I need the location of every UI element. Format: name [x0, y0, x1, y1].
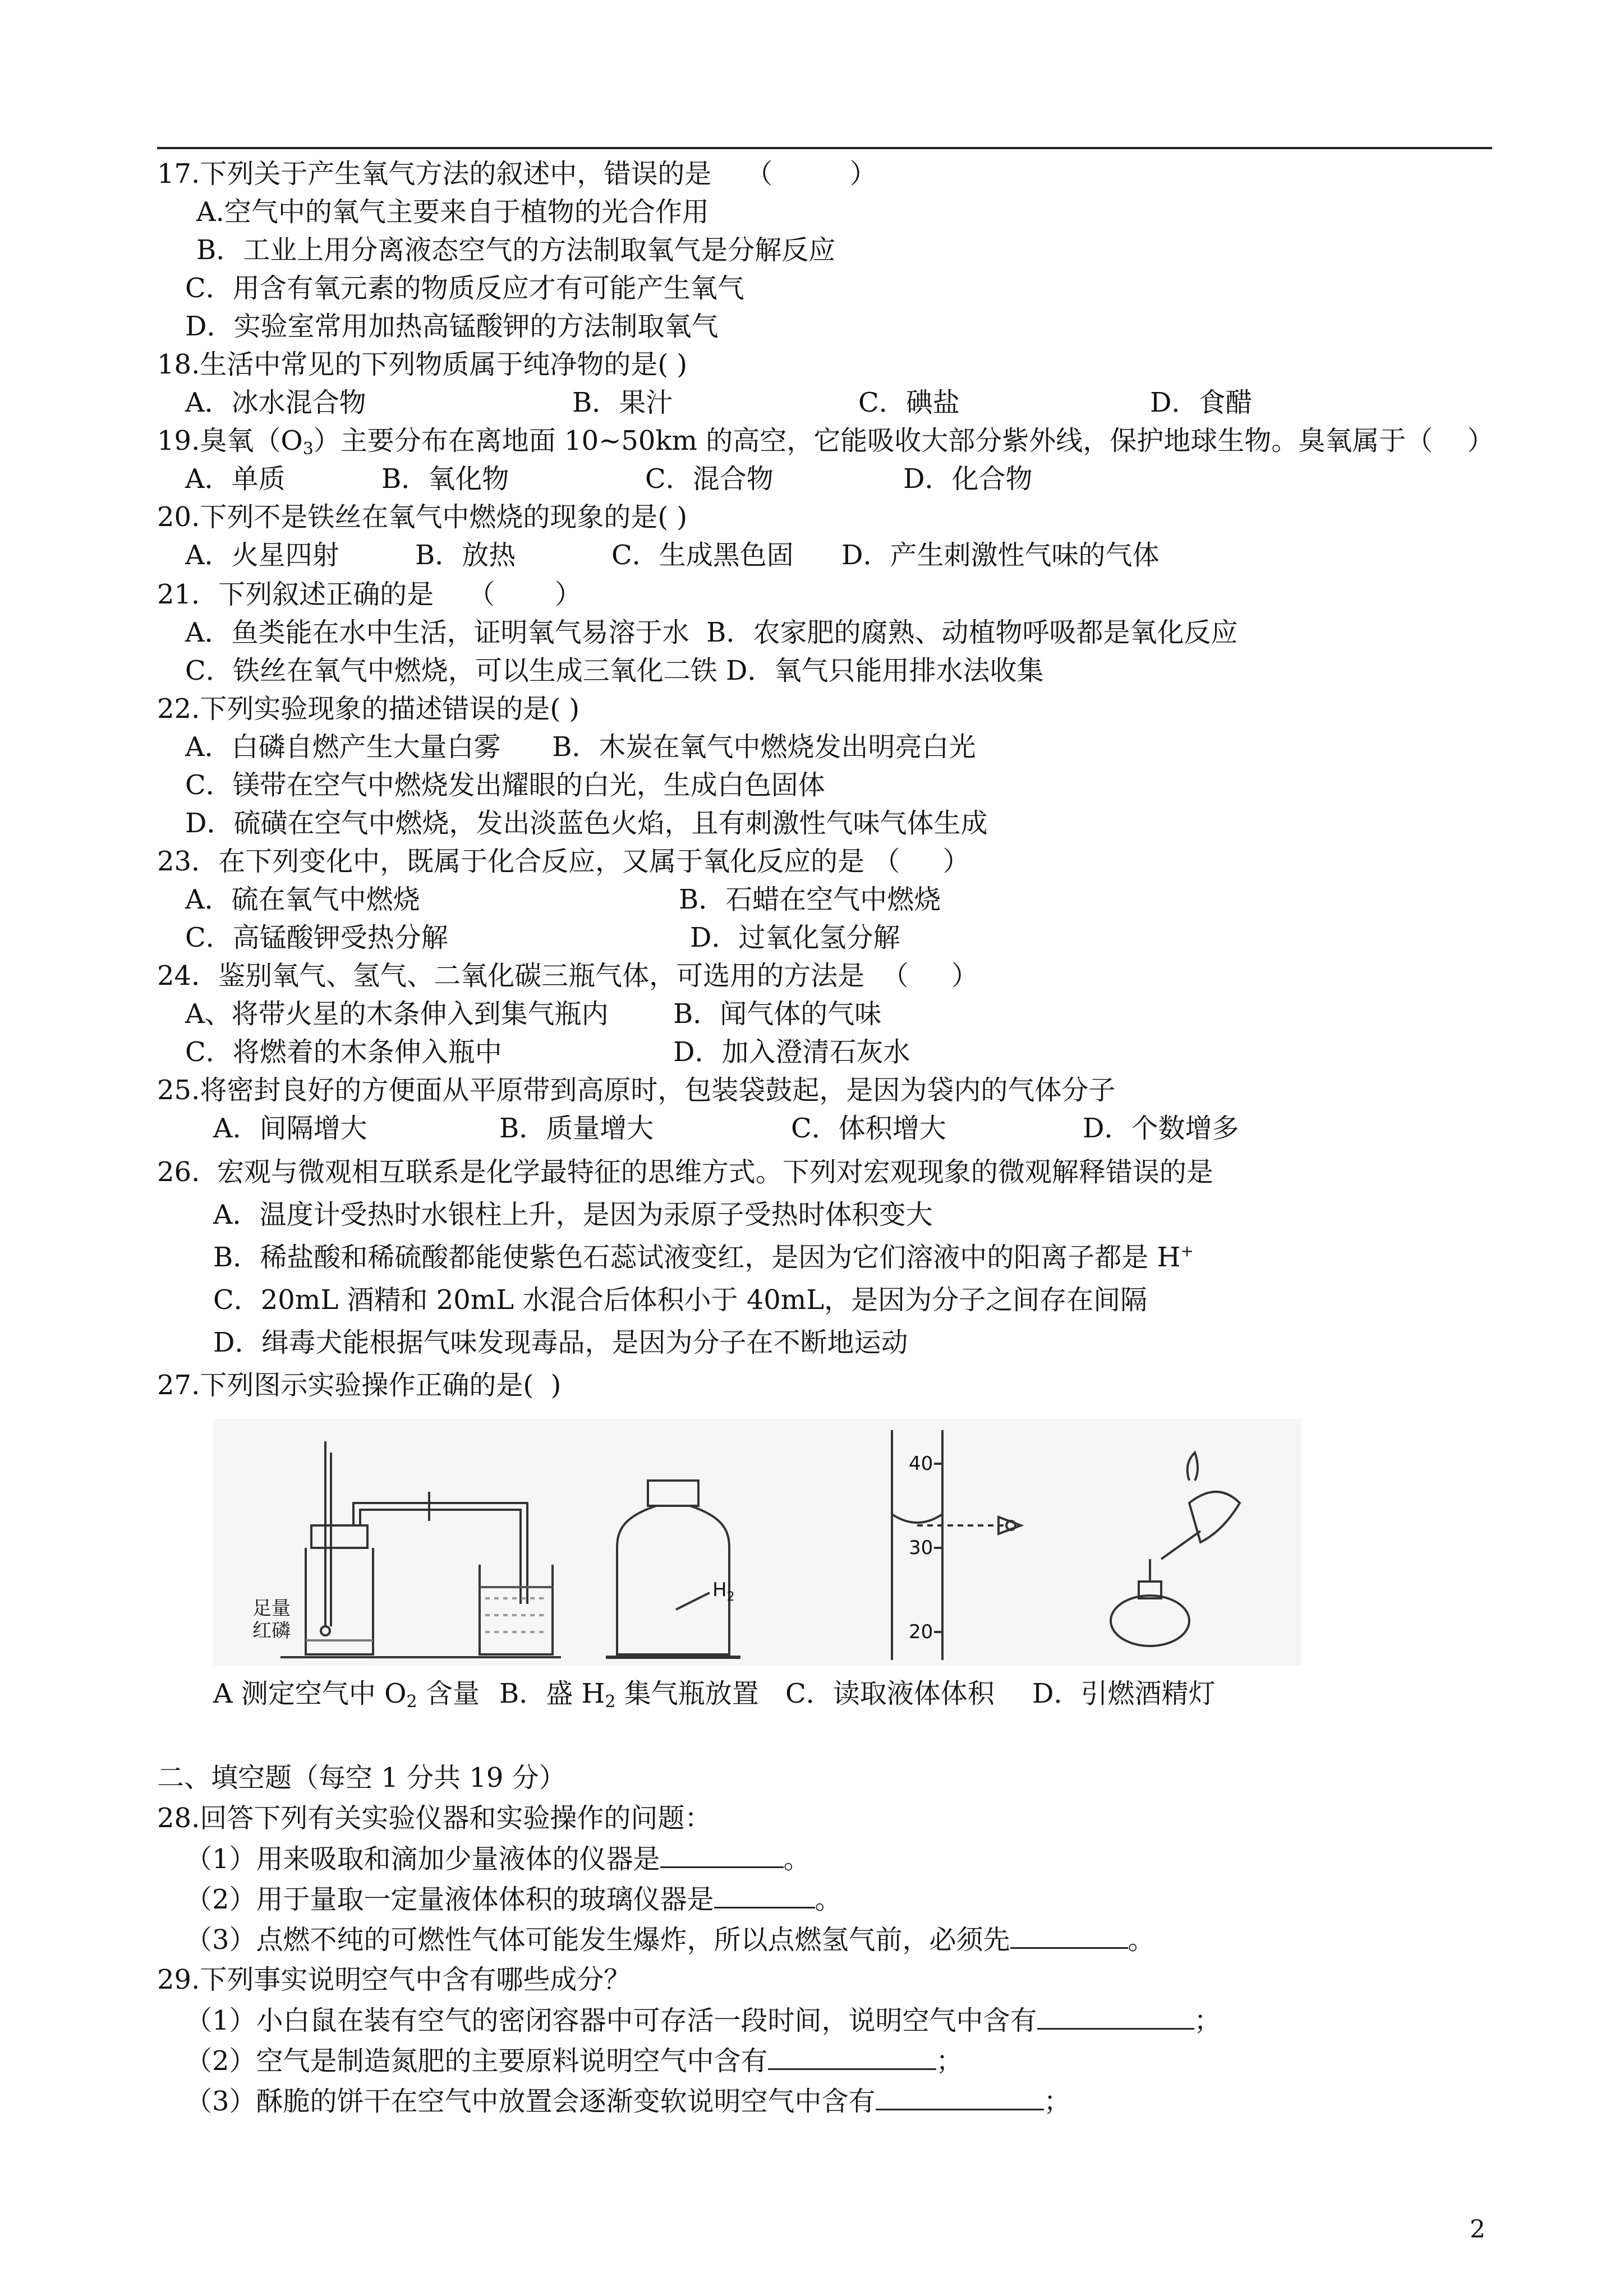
q28-stem: 28.回答下列有关实验仪器和实验操作的问题：: [157, 1802, 712, 1834]
tick-20: 20: [909, 1621, 933, 1643]
q22-options-ab: A．白磷自燃产生大量白雾 B．木炭在氧气中燃烧发出明亮白光: [185, 731, 976, 763]
q17-option-b: B．工业上用分离液态空气的方法制取氧气是分解反应: [196, 234, 836, 266]
q27-figure-drawing: [213, 1419, 1301, 1666]
q27-figure: [213, 1419, 1301, 1666]
q26-option-b: B．稀盐酸和稀硫酸都能使紫色石蕊试液变红，是因为它们溶液中的阳离子都是 H+: [213, 1242, 1194, 1273]
page-number: 2: [1470, 2215, 1485, 2244]
q25-option-d: D．个数增多: [1083, 1113, 1239, 1144]
q28-part-3: （3）点燃不纯的可燃性气体可能发生爆炸，所以点燃氢气前，必须先 。: [185, 1922, 1155, 1957]
q20-option-b: B．放热: [415, 540, 516, 571]
q22-option-d: D．硫磺在空气中燃烧，发出淡蓝色火焰，且有刺激性气味气体生成: [185, 808, 988, 839]
label-h2: $H_2$: [712, 1579, 735, 1604]
q27-option-c: C．读取液体体积: [785, 1678, 995, 1709]
q25-option-c: C．体积增大: [791, 1113, 946, 1144]
q22-option-c: C．镁带在空气中燃烧发出耀眼的白光，生成白色固体: [185, 769, 825, 801]
q21-options-cd: C．铁丝在氧气中燃烧，可以生成三氧化二铁 D．氧气只能用排水法收集: [185, 655, 1044, 686]
q29-blank-2[interactable]: [768, 2044, 936, 2070]
q26-option-c: C．20mL 酒精和 20mL 水混合后体积小于 40mL，是因为分子之间存在间隔: [213, 1284, 1148, 1316]
q29-blank-1[interactable]: [1037, 2003, 1194, 2030]
q27-option-d: D．引燃酒精灯: [1032, 1678, 1216, 1709]
q24-option-b: B．闻气体的气味: [673, 998, 882, 1030]
q25-option-a: A．间隔增大: [213, 1113, 367, 1144]
q18-option-a: A．冰水混合物: [185, 387, 366, 418]
q23-option-b: B．石蜡在空气中燃烧: [679, 884, 941, 915]
q29-part-3: （3）酥脆的饼干在空气中放置会逐渐变软说明空气中含有 ；: [185, 2084, 1071, 2119]
q25-option-b: B．质量增大: [499, 1113, 654, 1144]
q20-option-d: D．产生刺激性气味的气体: [841, 540, 1160, 571]
q26-option-a: A．温度计受热时水银柱上升，是因为汞原子受热时体积变大: [213, 1199, 933, 1230]
q28-blank-1[interactable]: [660, 1842, 784, 1868]
label-enough: 足量: [252, 1597, 291, 1620]
q23-option-a: A．硫在氧气中燃烧: [185, 884, 420, 915]
tick-30: 30: [909, 1537, 933, 1559]
q24-option-a: A、将带火星的木条伸入到集气瓶内: [185, 998, 609, 1030]
q28-part-2: （2）用于量取一定量液体体积的玻璃仪器是 。: [185, 1882, 842, 1917]
q24-option-c: C．将燃着的木条伸入瓶中: [185, 1036, 502, 1068]
q19-stem: 19.臭氧$(O_3)$主要分布在离地面 10~50km 的高空，它能吸收大部分紫外线，保护地球生物。臭氧属于（ ）: [157, 425, 1494, 459]
q23-stem: 23．在下列变化中，既属于化合反应，又属于氧化反应的是 （ ）: [157, 846, 970, 877]
q29-blank-3[interactable]: [876, 2084, 1044, 2110]
q28-blank-3[interactable]: [1010, 1922, 1128, 1949]
q24-option-d: D．加入澄清石灰水: [673, 1036, 910, 1068]
q20-option-a: A．火星四射: [185, 540, 339, 571]
q21-options-ab: A．鱼类能在水中生活，证明氧气易溶于水 B．农家肥的腐熟、动植物呼吸都是氧化反应: [185, 617, 1238, 648]
q17-option-c: C．用含有氧元素的物质反应才有可能产生氧气: [185, 273, 744, 304]
q21-stem: 21．下列叙述正确的是 （ ）: [157, 579, 582, 610]
q27-stem: 27.下列图示实验操作正确的是( ): [157, 1370, 562, 1401]
q24-stem: 24．鉴别氧气、氢气、二氧化碳三瓶气体，可选用的方法是 （ ）: [157, 960, 978, 992]
q19-option-c: C．混合物: [645, 463, 774, 495]
q27-option-a: A 测定空气中 $O_2$ 含量: [213, 1678, 480, 1712]
q17-option-d: D．实验室常用加热高锰酸钾的方法制取氧气: [185, 311, 719, 342]
section-2-title: 二、填空题（每空 1 分共 19 分）: [157, 1762, 566, 1794]
q19-option-d: D．化合物: [903, 463, 1033, 495]
tick-40: 40: [909, 1453, 933, 1475]
q19-option-b: B．氧化物: [381, 463, 509, 495]
q27-option-b: B．盛 $H_2$ 集气瓶放置: [499, 1678, 759, 1712]
q23-option-c: C．高锰酸钾受热分解: [185, 922, 448, 953]
q28-part-1: （1）用来吸取和滴加少量液体的仪器是 。: [185, 1842, 811, 1877]
q18-option-d: D．食醋: [1150, 387, 1253, 418]
top-rule: [157, 147, 1492, 149]
q22-stem: 22.下列实验现象的描述错误的是( ): [157, 693, 580, 725]
q29-part-1: （1）小白鼠在装有空气的密闭容器中可存活一段时间，说明空气中含有 ；: [185, 2003, 1221, 2038]
label-red-phosphorus: 红磷: [252, 1620, 291, 1642]
q17-option-a: A.空气中的氧气主要来自于植物的光合作用: [196, 196, 709, 228]
q29-stem: 29.下列事实说明空气中含有哪些成分？: [157, 1964, 631, 1995]
q18-stem: 18.生活中常见的下列物质属于纯净物的是( ): [157, 349, 688, 380]
q26-stem: 26. 宏观与微观相互联系是化学最特征的思维方式。下列对宏观现象的微观解释错误的是: [157, 1156, 1213, 1188]
figure-background: [213, 1419, 1301, 1666]
q23-option-d: D．过氧化氢分解: [690, 922, 900, 953]
q26-option-d: D．缉毒犬能根据气味发现毒品，是因为分子在不断地运动: [213, 1327, 908, 1358]
q17-stem: 17.下列关于产生氧气方法的叙述中，错误的是 （ ）: [157, 158, 877, 190]
q20-stem: 20.下列不是铁丝在氧气中燃烧的现象的是( ): [157, 501, 688, 533]
q25-stem: 25.将密封良好的方便面从平原带到高原时，包装袋鼓起，是因为袋内的气体分子: [157, 1075, 1116, 1106]
q29-part-2: （2）空气是制造氮肥的主要原料说明空气中含有 ；: [185, 2044, 963, 2078]
q28-blank-2[interactable]: [714, 1882, 815, 1908]
q18-option-c: C．碘盐: [858, 387, 960, 418]
q20-option-c: C．生成黑色固: [611, 540, 794, 571]
q18-option-b: B．果汁: [572, 387, 673, 418]
q19-option-a: A．单质: [185, 463, 286, 495]
